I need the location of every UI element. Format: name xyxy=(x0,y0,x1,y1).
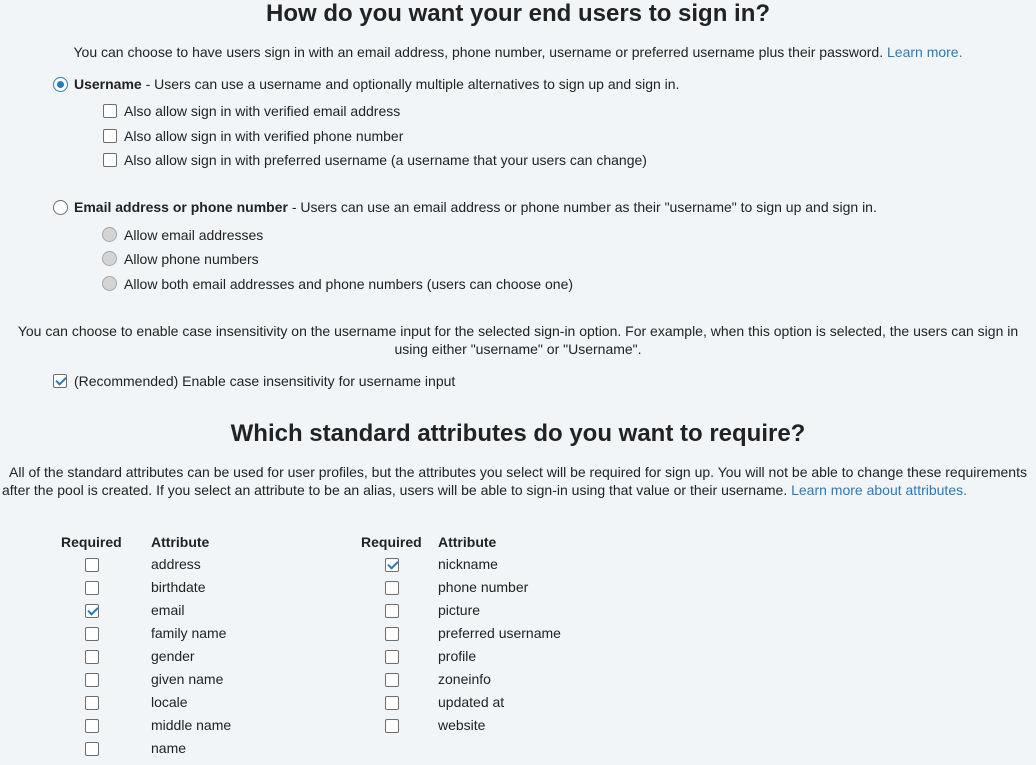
attribute-name-zoneinfo: zoneinfo xyxy=(438,671,491,687)
required-checkbox-birthdate[interactable] xyxy=(85,581,99,595)
username-option-title: Username xyxy=(74,76,142,92)
case-note-line2: using either "username" or "Username". xyxy=(394,341,642,357)
allow-phone-numbers-radio[interactable] xyxy=(102,251,117,266)
required-checkbox-picture[interactable] xyxy=(385,604,399,618)
email-phone-option-label xyxy=(74,198,877,216)
required-checkbox-address[interactable] xyxy=(85,558,99,572)
case-insensitivity-checkbox[interactable] xyxy=(53,374,67,388)
email-phone-radio[interactable] xyxy=(53,200,68,215)
attribute-name-gender: gender xyxy=(151,648,195,664)
allow-preferred-username-checkbox[interactable] xyxy=(103,153,117,167)
username-radio[interactable] xyxy=(53,77,68,92)
email-phone-option-title: Email address or phone number xyxy=(74,199,288,215)
required-checkbox-preferred-username[interactable] xyxy=(385,627,399,641)
required-checkbox-email[interactable] xyxy=(85,604,99,618)
attribute-name-name: name xyxy=(151,740,187,756)
attribute-name-birthdate: birthdate xyxy=(151,579,206,595)
left-required-header: Required xyxy=(61,534,122,550)
allow-both-label: Allow both email addresses and phone numbers (users can choose one) xyxy=(124,276,574,292)
signin-intro-text: You can choose to have users sign in with an email address, phone number, username or preferred username plus their password. xyxy=(73,44,884,60)
allow-verified-phone-checkbox[interactable] xyxy=(103,129,117,143)
attributes-intro-text: after the pool is created. If you select an attribute to be an alias, users will be able to sign-in using that value or their username. xyxy=(2,482,788,498)
allow-verified-phone-label: Also allow sign in with verified phone number xyxy=(124,128,404,144)
attribute-name-profile: profile xyxy=(438,648,477,664)
attributes-intro-line2 xyxy=(2,481,967,499)
attributes-heading: Which standard attributes do you want to require? xyxy=(230,420,806,447)
username-option-label xyxy=(74,75,679,93)
case-note-line1: You can choose to enable case insensitivity on the username input for the selected sign-in option. For example, when this option is selected, the users can sign in xyxy=(17,323,1019,339)
required-checkbox-given-name[interactable] xyxy=(85,673,99,687)
learn-more-link[interactable]: Learn more. xyxy=(887,44,963,60)
attribute-name-given-name: given name xyxy=(151,671,224,687)
attribute-name-picture: picture xyxy=(438,602,481,618)
learn-more-attributes-link[interactable]: Learn more about attributes. xyxy=(791,482,967,498)
signin-heading: How do you want your end users to sign in? xyxy=(265,0,771,27)
case-insensitivity-label: (Recommended) Enable case insensitivity for username input xyxy=(74,373,456,389)
required-checkbox-nickname[interactable] xyxy=(385,558,399,572)
attribute-name-email: email xyxy=(151,602,185,618)
attribute-name-family-name: family name xyxy=(151,625,227,641)
attribute-name-preferred-username: preferred username xyxy=(438,625,561,641)
allow-verified-email-checkbox[interactable] xyxy=(103,104,117,118)
attribute-name-phone-number: phone number xyxy=(438,579,529,595)
attribute-name-locale: locale xyxy=(151,694,188,710)
attribute-name-updated-at: updated at xyxy=(438,694,505,710)
attributes-intro-line1: All of the standard attributes can be used for user profiles, but the attributes you select will be required for sign up. You will not be able to change these requirements xyxy=(9,464,1027,480)
required-checkbox-locale[interactable] xyxy=(85,696,99,710)
attribute-name-middle-name: middle name xyxy=(151,717,232,733)
allow-both-radio[interactable] xyxy=(102,276,117,291)
allow-email-addresses-radio[interactable] xyxy=(102,227,117,242)
email-phone-option-desc: - Users can use an email address or phone number as their "username" to sign up and sign in. xyxy=(287,199,877,215)
signin-intro xyxy=(0,43,1036,61)
allow-phone-numbers-label: Allow phone numbers xyxy=(124,251,259,267)
required-checkbox-gender[interactable] xyxy=(85,650,99,664)
allow-email-addresses-label: Allow email addresses xyxy=(124,227,264,243)
right-attribute-header: Attribute xyxy=(438,534,497,550)
username-option-desc: - Users can use a username and optionally multiple alternatives to sign up and sign in. xyxy=(141,76,680,92)
allow-verified-email-label: Also allow sign in with verified email address xyxy=(124,103,401,119)
required-checkbox-middle-name[interactable] xyxy=(85,719,99,733)
required-checkbox-phone-number[interactable] xyxy=(385,581,399,595)
allow-preferred-username-label: Also allow sign in with preferred username (a username that your users can change) xyxy=(124,152,647,168)
right-required-header: Required xyxy=(361,534,422,550)
attribute-name-nickname: nickname xyxy=(438,556,498,572)
required-checkbox-website[interactable] xyxy=(385,719,399,733)
left-attribute-header: Attribute xyxy=(151,534,210,550)
required-checkbox-profile[interactable] xyxy=(385,650,399,664)
required-checkbox-name[interactable] xyxy=(85,742,99,756)
required-checkbox-updated-at[interactable] xyxy=(385,696,399,710)
required-checkbox-family-name[interactable] xyxy=(85,627,99,641)
attribute-name-address: address xyxy=(151,556,201,572)
attribute-name-website: website xyxy=(438,717,486,733)
required-checkbox-zoneinfo[interactable] xyxy=(385,673,399,687)
